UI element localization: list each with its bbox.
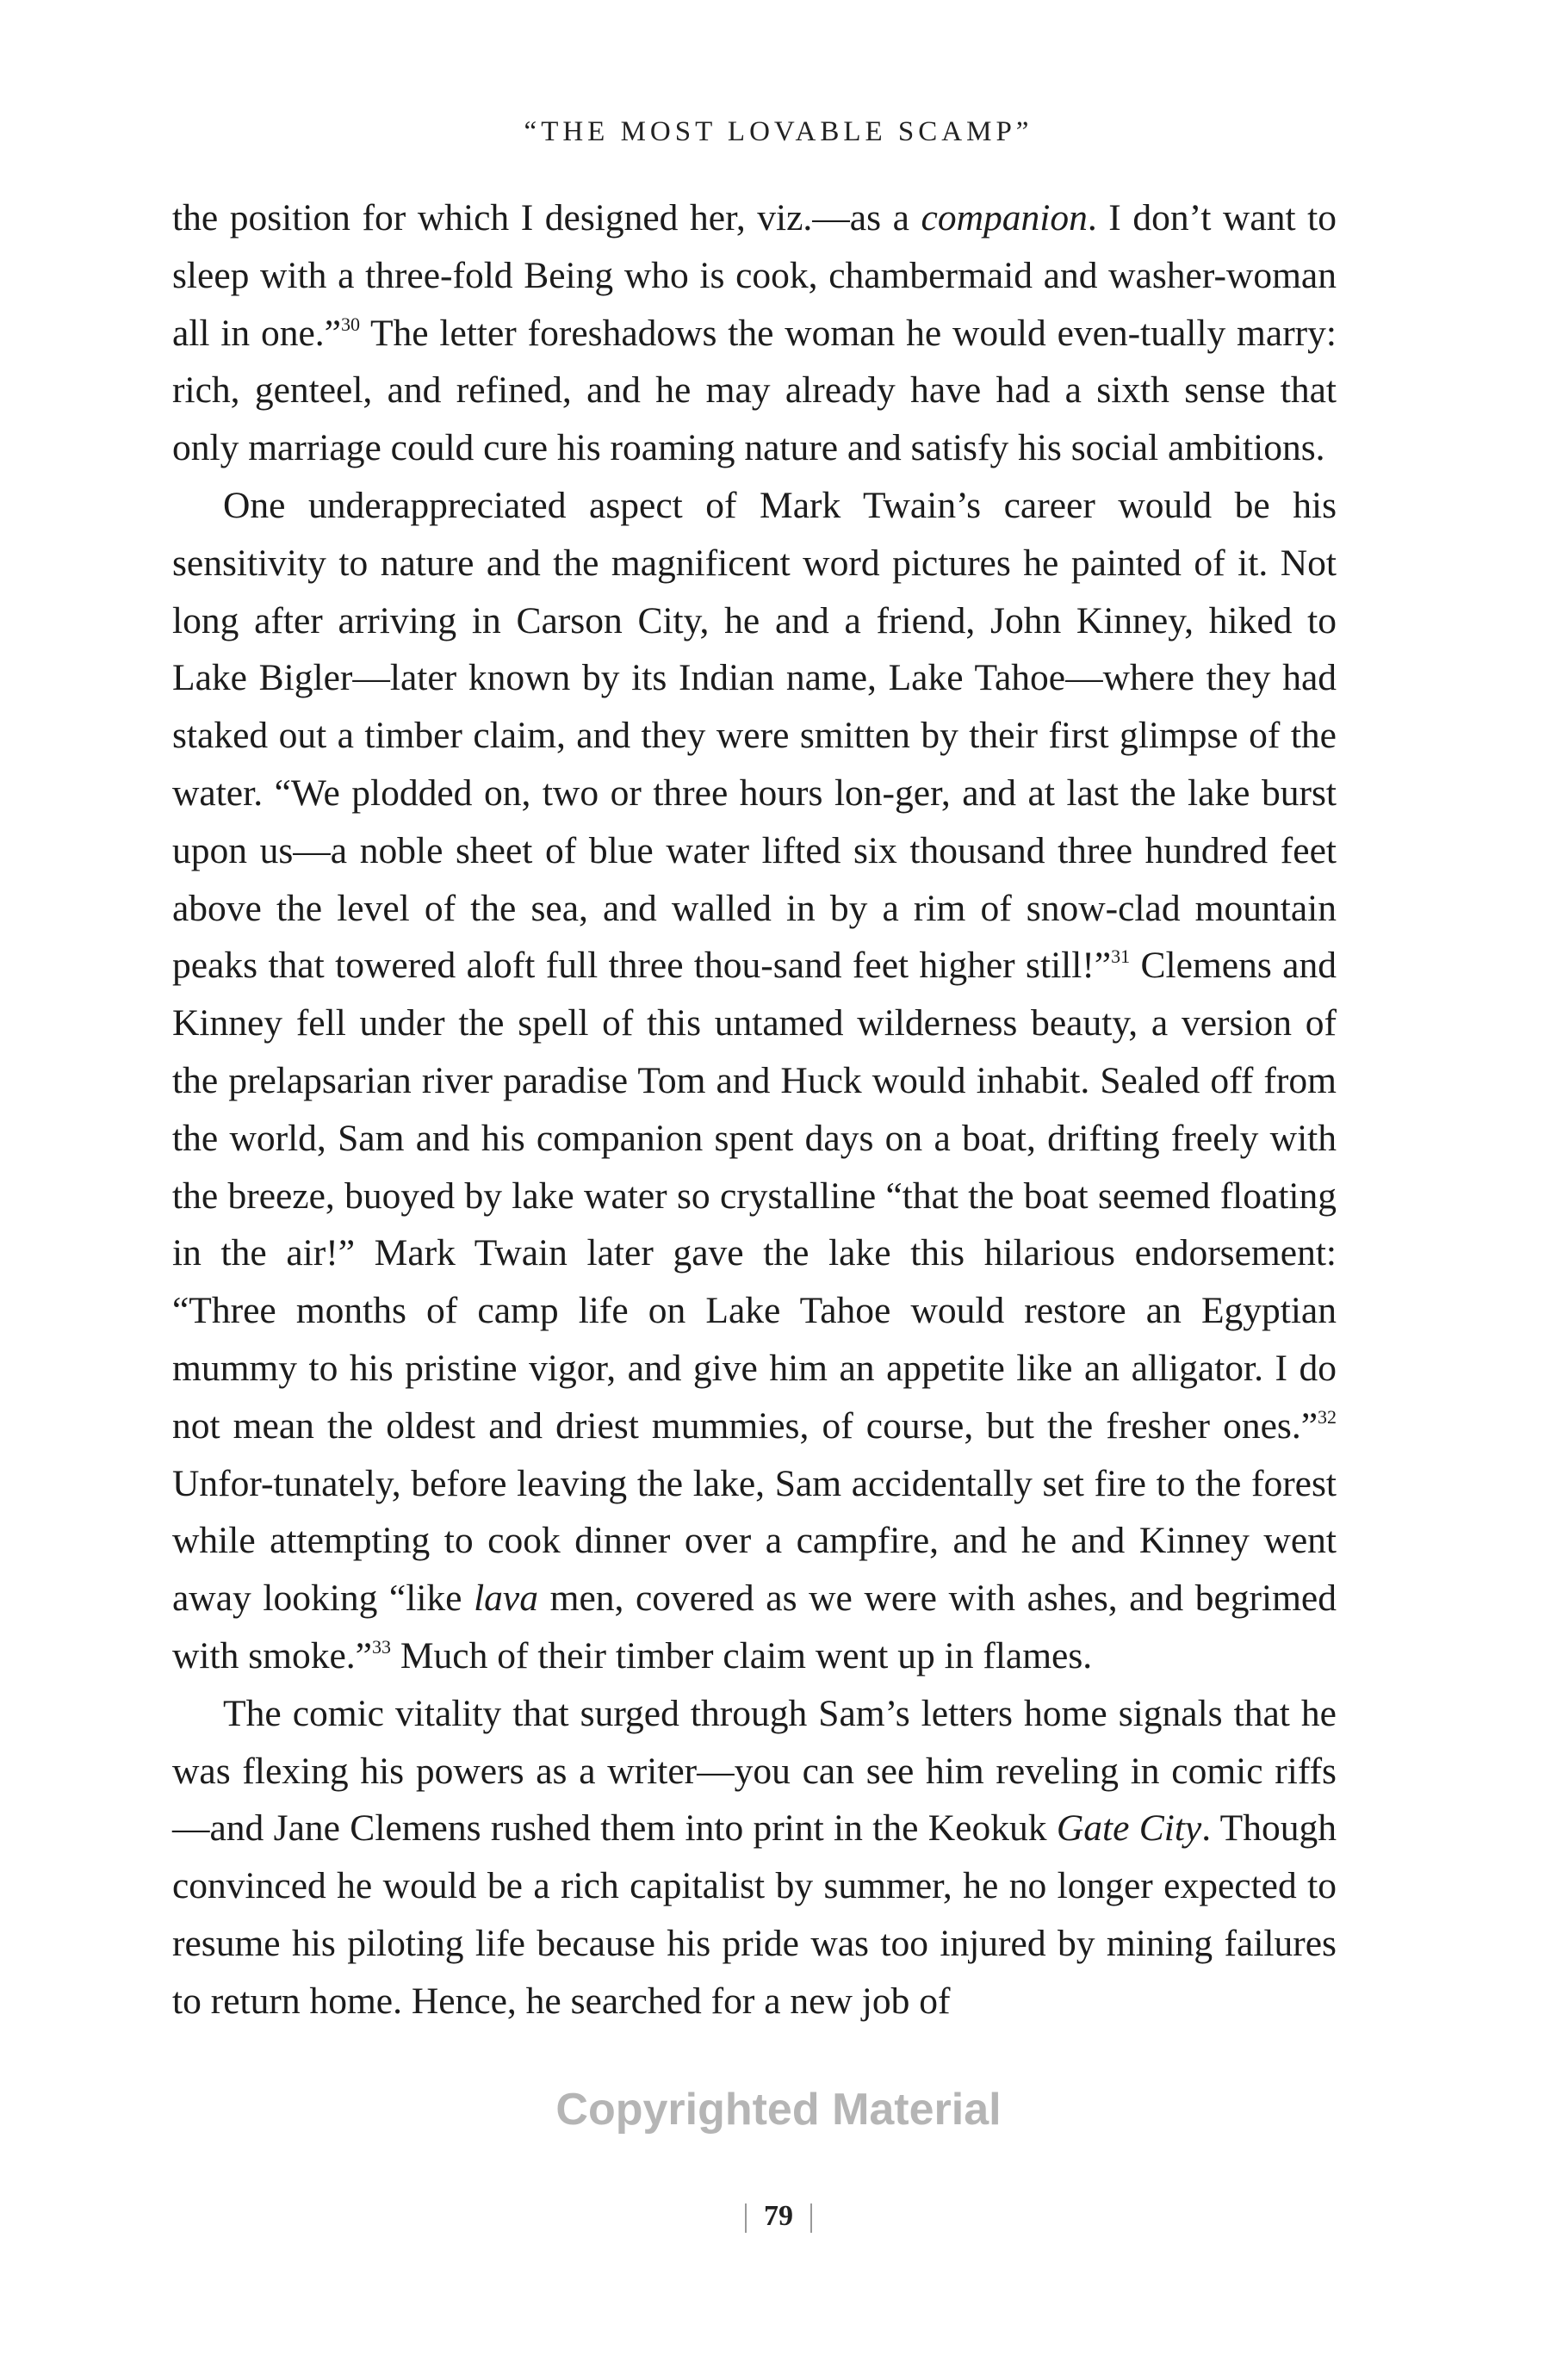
- divider: [745, 2203, 747, 2233]
- text-run: . I don’t want to sleep with a three-fold Being who is cook, chambermaid and washer-woman all in one.”: [172, 197, 1337, 354]
- italic-run: lava: [474, 1577, 538, 1620]
- text-run: The comic vitality that surged through Sam’s letters home signals that he was flexing his powers as a writer—you can see him reveling in comic riffs—and Jane Clemens rushed them into print in the Keokuk: [172, 1692, 1337, 1850]
- text-run: Clemens and Kinney fell under the spell of this untamed wilderness beauty, a version of the prelapsarian river paradise Tom and Huck would inhabit. Sealed off from the world, Sam and his companion spent days on a boat, drifting freely with the breeze, buoyed by lake water so crystalline “that the boat seemed floating in the air!” Mark Twain later gave the lake this hilarious endorsement: “Three months of camp life on Lake Tahoe would restore an Egyptian mummy to his pristine vigor, and give him an appetite like an alligator. I do not mean the oldest and driest mummies, of course, but the fresher ones.”: [172, 945, 1337, 1447]
- watermark: Copyrighted Material: [555, 2085, 1002, 2135]
- text-run: the position for which I designed her, viz.—as a: [172, 197, 921, 239]
- paragraph-3: [172, 1685, 1337, 2030]
- text-run: . Though convinced he would be a rich capitalist by summer, he no longer expected to resume his piloting life because his pride was too injured by mining failures to return home. Hence, he searched for a new job of: [172, 1807, 1337, 2022]
- text-run: men, covered as we were with ashes, and begrimed with smoke.”: [172, 1577, 1337, 1677]
- footnote-ref[interactable]: 30: [340, 313, 360, 335]
- divider: [810, 2203, 812, 2233]
- running-head: “THE MOST LOVABLE SCAMP”: [524, 116, 1033, 147]
- body-text: [172, 189, 1337, 2030]
- text-run: The letter foreshadows the woman he would even-tually marry: rich, genteel, and refined, and he may already have had a sixth sense that only marriage could cure his roaming nature and satisfy his social ambitions.: [172, 312, 1337, 469]
- text-run: Unfor-tunately, before leaving the lake, Sam accidentally set fire to the forest while attempting to cook dinner over a campfire, and he and Kinney went away looking “like: [172, 1462, 1337, 1620]
- page-footer: [0, 2200, 1557, 2233]
- page-number: 79: [764, 2200, 793, 2232]
- footnote-ref[interactable]: 32: [1318, 1405, 1337, 1428]
- italic-run: Gate City: [1056, 1807, 1202, 1850]
- text-run: One underappreciated aspect of Mark Twain’s career would be his sensitivity to nature and the magnificent word pictures he painted of it. Not long after arriving in Carson City, he and a friend, John Kinney, hiked to Lake Bigler—later known by its Indian name, Lake Tahoe—where they had staked out a timber claim, and they were smitten by their first glimpse of the water. “We plodded on, two or three hours lon-ger, and at last the lake burst upon us—a noble sheet of blue water lifted six thousand three hundred feet above the level of the sea, and walled in by a rim of snow-clad mountain peaks that towered aloft full three thou-sand feet higher still!”: [172, 484, 1337, 987]
- italic-run: companion: [921, 197, 1088, 239]
- footnote-ref[interactable]: 31: [1111, 945, 1131, 968]
- paragraph-1: [172, 189, 1337, 477]
- text-run: Much of their timber claim went up in flames.: [390, 1634, 1093, 1677]
- paragraph-2: [172, 477, 1337, 1685]
- footnote-ref[interactable]: 33: [371, 1635, 391, 1658]
